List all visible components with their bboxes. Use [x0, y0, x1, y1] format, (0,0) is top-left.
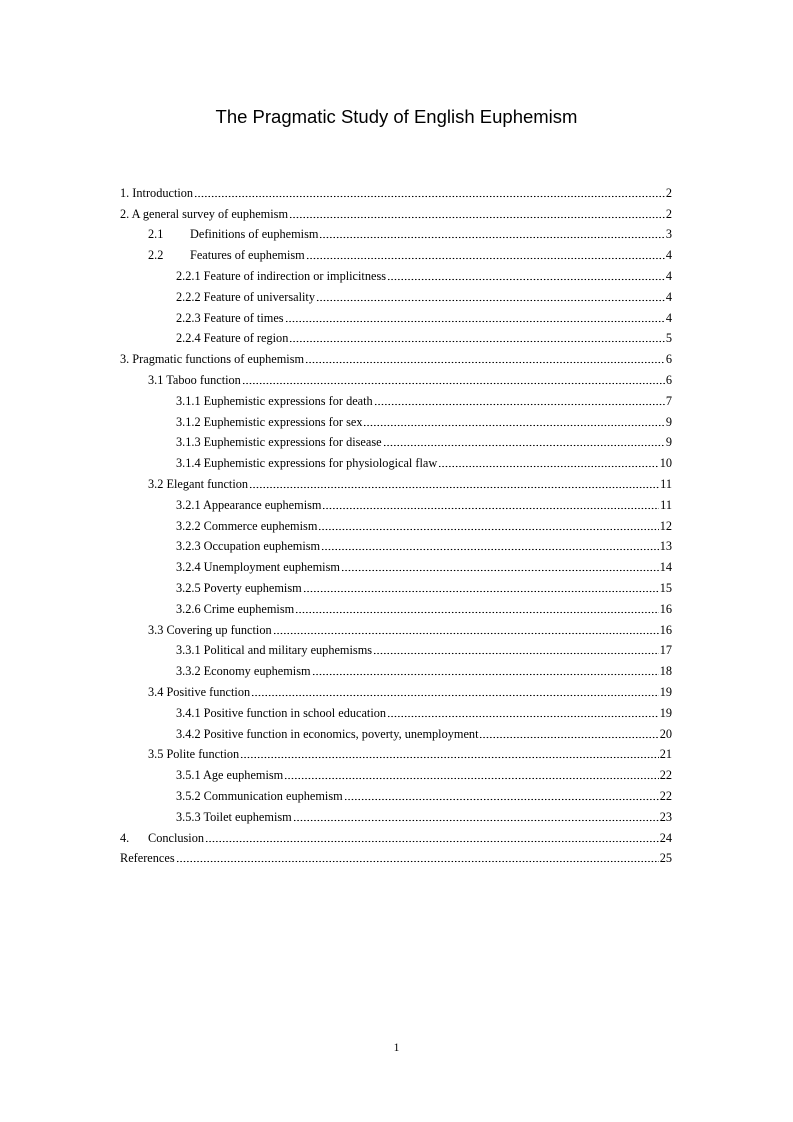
- toc-entry-label: 2.2.4 Feature of region: [176, 331, 289, 346]
- toc-dot-leader: [306, 257, 665, 260]
- toc-entry-title: [120, 352, 304, 367]
- toc-entry-page: 6: [665, 352, 672, 367]
- toc-entry-page: 23: [659, 809, 672, 824]
- toc-entry-page: 2: [665, 185, 672, 200]
- toc-entry-title: [120, 851, 175, 866]
- toc-entry[interactable]: [120, 180, 672, 201]
- toc-dot-leader: [249, 486, 659, 489]
- toc-entry[interactable]: [120, 825, 672, 846]
- toc-dot-leader: [319, 236, 664, 239]
- toc-entry-title: [120, 186, 193, 201]
- toc-entry-title: [176, 415, 362, 430]
- toc-entry-title: [176, 269, 386, 284]
- toc-entry-title: [176, 789, 343, 804]
- toc-entry[interactable]: [120, 430, 672, 451]
- toc-entry-page: 19: [659, 705, 672, 720]
- toc-entry-page: 3: [665, 227, 672, 242]
- toc-dot-leader: [303, 590, 659, 593]
- toc-entry-title: [148, 623, 272, 638]
- toc-entry[interactable]: [120, 326, 672, 347]
- toc-entry-page: 20: [659, 726, 672, 741]
- toc-entry-title: [176, 810, 292, 825]
- toc-entry-label: 2. A general survey of euphemism: [120, 206, 289, 221]
- page-number: 1: [393, 1042, 400, 1054]
- toc-entry-title: [176, 706, 386, 721]
- toc-entry-label: 3.4.1 Positive function in school education: [176, 705, 387, 720]
- toc-entry-page: 7: [665, 393, 672, 408]
- toc-dot-leader: [438, 465, 658, 468]
- toc-entry-label: 3.1 Taboo function: [148, 372, 241, 387]
- toc-dot-leader: [205, 840, 659, 843]
- toc-entry-page: 4: [665, 289, 672, 304]
- toc-dot-leader: [316, 299, 665, 302]
- toc-entry-title: [148, 248, 305, 263]
- toc-entry-label: 3.2.4 Unemployment euphemism: [176, 560, 340, 575]
- toc-entry-page: 21: [659, 747, 672, 762]
- toc-entry-page: 10: [659, 456, 672, 471]
- toc-entry[interactable]: [120, 471, 672, 492]
- toc-entry[interactable]: [120, 450, 672, 471]
- toc-entry-label: 3.2.6 Crime euphemism: [176, 601, 295, 616]
- toc-entry[interactable]: [120, 367, 672, 388]
- toc-dot-leader: [387, 715, 659, 718]
- toc-entry-title: [176, 560, 340, 575]
- toc-dot-leader: [289, 216, 665, 219]
- toc-entry-page: 19: [659, 684, 672, 699]
- toc-entry[interactable]: [120, 242, 672, 263]
- toc-dot-leader: [295, 611, 659, 614]
- toc-entry[interactable]: [120, 638, 672, 659]
- toc-entry-title: [176, 727, 478, 742]
- toc-entry-page: 5: [665, 331, 672, 346]
- toc-entry[interactable]: [120, 305, 672, 326]
- toc-entry-title: [176, 290, 315, 305]
- toc-dot-leader: [240, 756, 659, 759]
- toc-entry-label: 3.2.3 Occupation euphemism: [176, 539, 321, 554]
- toc-entry[interactable]: [120, 388, 672, 409]
- toc-entry-title: [176, 498, 321, 513]
- toc-entry[interactable]: [120, 804, 672, 825]
- toc-entry-page: 11: [660, 497, 672, 512]
- toc-entry-label: 3.2.2 Commerce euphemism: [176, 518, 318, 533]
- toc-entry[interactable]: [120, 284, 672, 305]
- toc-entry-page: 6: [665, 372, 672, 387]
- toc-entry[interactable]: [120, 346, 672, 367]
- toc-entry-label: 3.4 Positive function: [148, 684, 251, 699]
- toc-dot-leader: [363, 424, 664, 427]
- toc-entry[interactable]: [120, 742, 672, 763]
- toc-entry-title: [148, 477, 248, 492]
- toc-dot-leader: [479, 736, 658, 739]
- toc-entry-page: 11: [660, 476, 672, 491]
- toc-entry-label: 3.3.1 Political and military euphemisms: [176, 643, 373, 658]
- toc-entry-page: 25: [659, 851, 672, 866]
- toc-entry-label: 2.2.2 Feature of universality: [176, 289, 315, 304]
- toc-entry-page: 18: [659, 664, 672, 679]
- toc-entry-page: 14: [659, 560, 672, 575]
- toc-entry-label: 3.5.2 Communication euphemism: [176, 788, 343, 803]
- toc-entry[interactable]: [120, 596, 672, 617]
- toc-entry-title: [176, 768, 283, 783]
- toc-entry-page: 4: [665, 310, 672, 325]
- toc-entry-page: 16: [659, 622, 672, 637]
- toc-entry[interactable]: [120, 679, 672, 700]
- toc-entry-page: 16: [659, 601, 672, 616]
- toc-dot-leader: [305, 361, 665, 364]
- toc-entry-page: 13: [659, 539, 672, 554]
- toc-entry-title: [176, 664, 311, 679]
- toc-entry-title: [148, 685, 250, 700]
- toc-dot-leader: [293, 819, 659, 822]
- toc-entry[interactable]: [120, 492, 672, 513]
- toc-dot-leader: [373, 652, 659, 655]
- toc-entry-label: Conclusion: [148, 830, 205, 845]
- toc-entry-title: [176, 435, 382, 450]
- toc-entry[interactable]: [120, 617, 672, 638]
- toc-dot-leader: [341, 569, 659, 572]
- toc-dot-leader: [176, 860, 659, 863]
- toc-entry-title: [176, 456, 437, 471]
- toc-entry-title: [176, 581, 302, 596]
- toc-entry-title: [148, 747, 239, 762]
- toc-entry-label: 3.5.1 Age euphemism: [176, 768, 284, 783]
- toc-dot-leader: [322, 507, 659, 510]
- toc-entry-label: 3.2.5 Poverty euphemism: [176, 580, 302, 595]
- toc-dot-leader: [194, 195, 665, 198]
- toc-dot-leader: [285, 320, 665, 323]
- toc-dot-leader: [318, 528, 658, 531]
- toc-entry-title: [176, 331, 288, 346]
- toc-dot-leader: [383, 444, 665, 447]
- toc-entry-label: 3.2.1 Appearance euphemism: [176, 497, 322, 512]
- toc-entry[interactable]: [120, 263, 672, 284]
- toc-entry-title: [176, 643, 372, 658]
- toc-dot-leader: [251, 694, 659, 697]
- toc-entry[interactable]: [120, 700, 672, 721]
- toc-entry-page: 4: [665, 248, 672, 263]
- toc-entry-label: Features of euphemism: [190, 248, 305, 263]
- toc-entry[interactable]: [120, 783, 672, 804]
- toc-entry-page: 15: [659, 580, 672, 595]
- toc-entry-label: 3.3.2 Economy euphemism: [176, 664, 311, 679]
- toc-dot-leader: [273, 632, 659, 635]
- toc-dot-leader: [312, 673, 659, 676]
- toc-entry[interactable]: [120, 201, 672, 222]
- toc-entry[interactable]: [120, 513, 672, 534]
- toc-entry-page: 9: [665, 414, 672, 429]
- toc-dot-leader: [284, 777, 658, 780]
- toc-entry-page: 22: [659, 768, 672, 783]
- toc-entry-page: 22: [659, 788, 672, 803]
- toc-entry-title: [120, 831, 204, 846]
- toc-entry-page: 12: [659, 518, 672, 533]
- toc-entry-label: 2.2.1 Feature of indirection or implicitness: [176, 268, 387, 283]
- toc-entry-label: 3.3 Covering up function: [148, 622, 272, 637]
- toc-entry-title: [176, 602, 294, 617]
- toc-entry[interactable]: [120, 658, 672, 679]
- toc-entry-label: 3.1.4 Euphemistic expressions for physiological flaw: [176, 456, 438, 471]
- toc-entry-page: 2: [665, 206, 672, 221]
- toc-entry-number: 2.2: [148, 248, 164, 263]
- toc-dot-leader: [344, 798, 659, 801]
- toc-entry-title: [176, 311, 284, 326]
- toc-entry-label: 3.5 Polite function: [148, 747, 240, 762]
- toc-entry-title: [176, 519, 317, 534]
- toc-entry-label: Definitions of euphemism: [190, 227, 319, 242]
- toc-entry-label: 3.4.2 Positive function in economics, poverty, unemployment: [176, 726, 479, 741]
- toc-dot-leader: [289, 340, 664, 343]
- toc-entry-title: [148, 373, 241, 388]
- document-title: The Pragmatic Study of English Euphemism: [215, 106, 578, 127]
- toc-entry-label: References: [120, 851, 175, 866]
- toc-entry[interactable]: [120, 846, 672, 867]
- toc-entry-title: [176, 394, 373, 409]
- toc-entry[interactable]: [120, 409, 672, 430]
- toc-entry-label: 3.5.3 Toilet euphemism: [176, 809, 292, 824]
- toc-entry-number: 4.: [120, 830, 130, 845]
- toc-entry-title: [176, 539, 320, 554]
- toc-entry[interactable]: [120, 762, 672, 783]
- toc-entry-label: 2.2.3 Feature of times: [176, 310, 284, 325]
- table-of-contents: [120, 180, 672, 866]
- toc-entry[interactable]: [120, 575, 672, 596]
- toc-entry[interactable]: [120, 222, 672, 243]
- toc-entry-label: 3.1.1 Euphemistic expressions for death: [176, 393, 373, 408]
- toc-entry-label: 3.1.3 Euphemistic expressions for disease: [176, 435, 382, 450]
- toc-dot-leader: [321, 548, 659, 551]
- toc-entry-page: 24: [659, 830, 672, 845]
- toc-dot-leader: [242, 382, 665, 385]
- toc-entry-page: 9: [665, 435, 672, 450]
- toc-dot-leader: [374, 403, 665, 406]
- toc-entry-number: 2.1: [148, 227, 164, 242]
- toc-entry-label: 3.1.2 Euphemistic expressions for sex: [176, 414, 363, 429]
- toc-entry-page: 17: [659, 643, 672, 658]
- toc-entry[interactable]: [120, 721, 672, 742]
- toc-entry[interactable]: [120, 534, 672, 555]
- toc-entry-label: 3.2 Elegant function: [148, 476, 249, 491]
- toc-entry-title: [148, 227, 318, 242]
- toc-entry-label: 1. Introduction: [120, 185, 194, 200]
- toc-dot-leader: [387, 278, 665, 281]
- toc-entry-page: 4: [665, 268, 672, 283]
- toc-entry-title: [120, 207, 288, 222]
- toc-entry[interactable]: [120, 554, 672, 575]
- toc-entry-label: 3. Pragmatic functions of euphemism: [120, 352, 305, 367]
